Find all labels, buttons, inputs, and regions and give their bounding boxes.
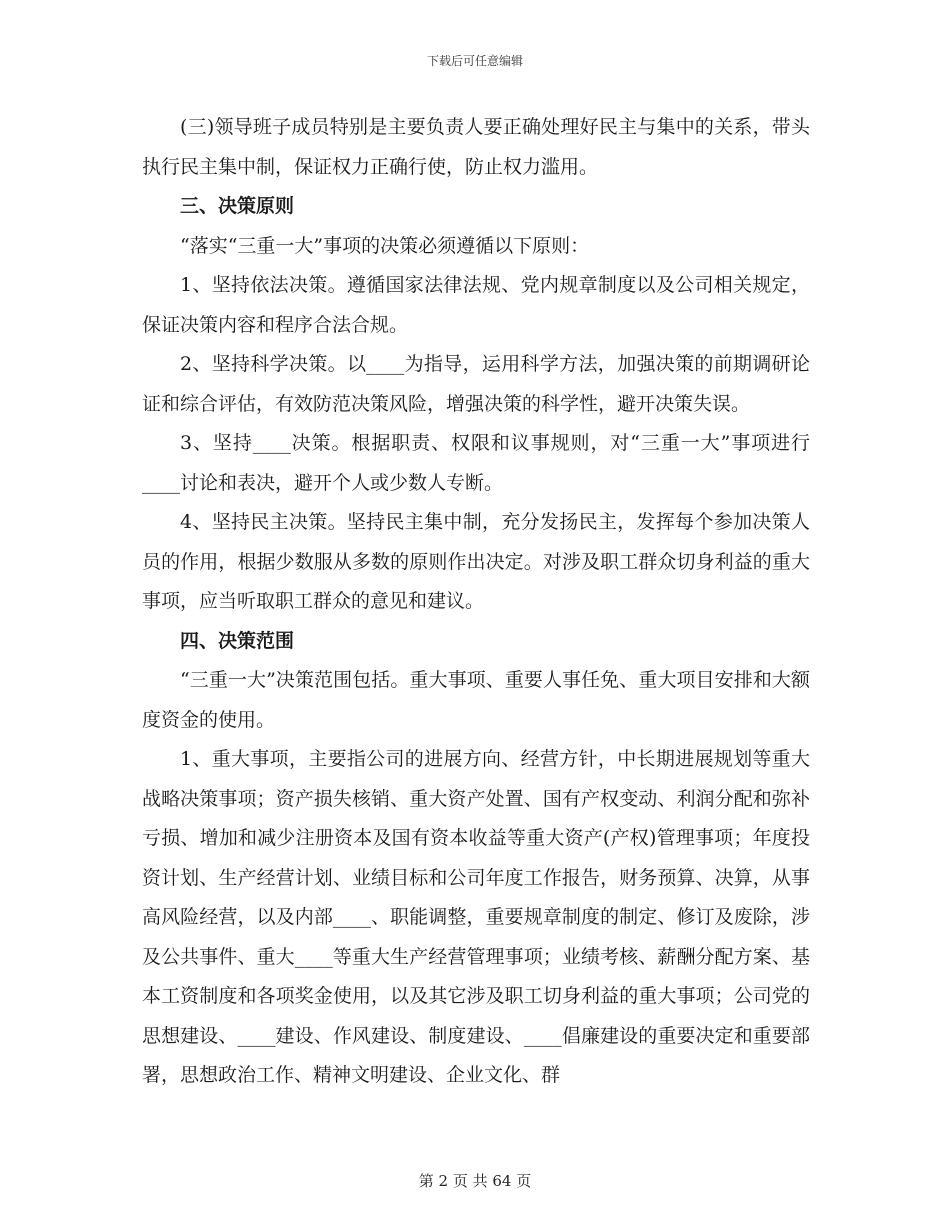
paragraph: 1、坚持依法决策。遵循国家法律法规、党内规章制度以及公司相关规定，保证决策内容和程序合法合规。 bbox=[142, 274, 810, 336]
document-body bbox=[142, 108, 810, 1096]
paragraph: 4、坚持民主决策。坚持民主集中制，充分发扬民主，发挥每个参加决策人员的作用，根据少数服从多数的原则作出决定。对涉及职工群众切身利益的重大事项，应当听取职工群众的意见和建议。 bbox=[142, 511, 810, 612]
paragraph: “三重一大”决策范围包括。重大事项、重要人事任免、重大项目安排和大额度资金的使用。 bbox=[142, 669, 810, 731]
page-header: 下载后可任意编辑 bbox=[426, 54, 523, 68]
paragraph: 2、坚持科学决策。以____为指导，运用科学方法，加强决策的前期调研论证和综合评估，有效防范决策风险，增强决策的科学性，避开决策失误。 bbox=[142, 353, 810, 415]
paragraph: 3、坚持____决策。根据职责、权限和议事规则，对“三重一大”事项进行____讨论和表决，避开个人或少数人专断。 bbox=[142, 432, 810, 494]
page-footer: 第 2 页 共 64 页 bbox=[418, 1172, 532, 1190]
section-heading: 三、决策原则 bbox=[180, 195, 295, 217]
paragraph: “落实“三重一大”事项的决策必须遵循以下原则： bbox=[180, 234, 590, 257]
paragraph: (三)领导班子成员特别是主要负责人要正确处理好民主与集中的关系，带头执行民主集中制，保证权力正确行使，防止权力滥用。 bbox=[142, 116, 810, 178]
section-heading: 四、决策范围 bbox=[180, 629, 295, 652]
paragraph: 1、重大事项，主要指公司的进展方向、经营方针，中长期进展规划等重大战略决策事项；资产损失核销、重大资产处置、国有产权变动、利润分配和弥补亏损、增加和减少注册资本及国有资本收益等重大资产(产权)管理事项；年度投资计划、生产经营计划、业绩目标和公司年度工作报告，财务预算、决算，从事高风险经营，以及内部____、职能调整，重要规章制度的制定、修订及废除，涉及公共事件、重大____等重大生产经营管理事项；业绩考核、薪酬分配方案、基本工资制度和各项奖金使用，以及其它涉及职工切身利益的重大事项；公司党的思想建设、____建设、作风建设、制度建设、____倡廉建设的重要决定和重要部署，思想政治工作、精神文明建设、企业文化、群 bbox=[142, 748, 810, 1086]
